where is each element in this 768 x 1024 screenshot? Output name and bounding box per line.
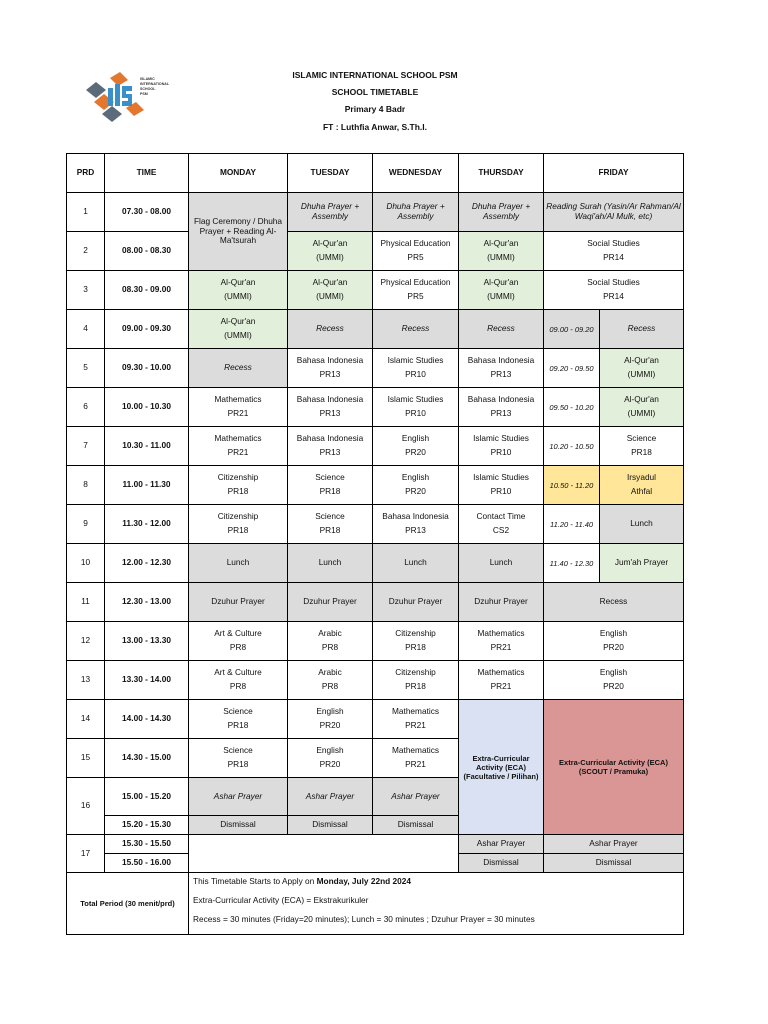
tuesday-cell: [288, 271, 373, 310]
monday-cell: Flag Ceremony / Dhuha Prayer + Reading Al-Ma'tsurah: [189, 193, 288, 271]
wednesday-cell: Dhuha Prayer + Assembly: [373, 193, 459, 232]
wednesday-cell: Recess: [373, 310, 459, 349]
notes-cell: [189, 873, 684, 935]
room: PR13: [319, 369, 341, 379]
thursday-eca-cell: [459, 700, 544, 835]
room: PR18: [227, 486, 249, 496]
period-time: 11.30 - 12.00: [105, 505, 189, 544]
room: PR18: [227, 525, 249, 535]
period-row: [67, 466, 684, 505]
col-tuesday: TUESDAY: [288, 154, 373, 193]
period-row: [67, 544, 684, 583]
friday-cell: [600, 388, 684, 427]
friday-cell: [544, 622, 684, 661]
subject: Science: [315, 511, 345, 522]
period-row: [67, 349, 684, 388]
col-wednesday: WEDNESDAY: [373, 154, 459, 193]
subject: Art & Culture: [214, 628, 262, 639]
subject: Al-Qur'an: [483, 277, 519, 288]
document-title: SCHOOL TIMETABLE: [331, 87, 419, 97]
friday-cell: [600, 466, 684, 505]
period-number: 13: [67, 661, 105, 700]
period-number: 3: [67, 271, 105, 310]
room: PR13: [319, 447, 341, 457]
timetable: [66, 153, 684, 935]
subject: Al-Qur'an: [312, 238, 348, 249]
room: PR21: [227, 408, 249, 418]
subject: Mathematics: [214, 394, 262, 405]
period-row: [67, 622, 684, 661]
subject: Al-Qur'an: [312, 277, 348, 288]
room: (UMMI): [224, 330, 252, 340]
period-time: 14.00 - 14.30: [105, 700, 189, 739]
period-row: [67, 700, 684, 739]
logo-text-3: SCHOOL: [140, 87, 156, 91]
eca-line-1: Extra-Curricular Activity (ECA): [559, 758, 668, 767]
col-monday: MONDAY: [189, 154, 288, 193]
friday-cell: Lunch: [600, 505, 684, 544]
room: PR18: [405, 681, 426, 691]
period-number: 4: [67, 310, 105, 349]
subject: Al-Qur'an: [483, 238, 519, 249]
monday-cell: [189, 388, 288, 427]
tuesday-cell: [288, 466, 373, 505]
thursday-cell: [459, 388, 544, 427]
friday-cell: Jum'ah Prayer: [600, 544, 684, 583]
subject: Arabic: [318, 628, 342, 639]
subject: Mathematics: [477, 667, 525, 678]
subject: Arabic: [318, 667, 342, 678]
logo-text-1: ISLAMIC: [140, 77, 155, 81]
room: PR10: [405, 369, 426, 379]
period-time: 13.30 - 14.00: [105, 661, 189, 700]
subject: Citizenship: [217, 472, 259, 483]
period-time: 12.00 - 12.30: [105, 544, 189, 583]
tuesday-cell: Lunch: [288, 544, 373, 583]
wednesday-cell: [373, 661, 459, 700]
subject: Bahasa Indonesia: [296, 355, 364, 366]
thursday-cell: [459, 271, 544, 310]
period-time: 07.30 - 08.00: [105, 193, 189, 232]
empty-cell: [189, 835, 459, 873]
period-time: 15.00 - 15.20: [105, 778, 189, 816]
period-row: [67, 232, 684, 271]
subject: Social Studies: [587, 277, 640, 288]
room: (UMMI): [487, 291, 515, 301]
subject: Citizenship: [217, 511, 259, 522]
room: PR18: [227, 759, 249, 769]
friday-cell: [544, 271, 684, 310]
monday-cell: [189, 661, 288, 700]
friday-cell: [600, 349, 684, 388]
subject: Bahasa Indonesia: [296, 394, 364, 405]
wednesday-cell: Dzuhur Prayer: [373, 583, 459, 622]
friday-time: 11.20 - 11.40: [544, 505, 600, 544]
logo-text-4: PSM: [140, 92, 148, 96]
room: PR18: [631, 447, 652, 457]
wednesday-cell: Dismissal: [373, 816, 459, 835]
period-time: 09.00 - 09.30: [105, 310, 189, 349]
form-teacher: FT : Luthfia Anwar, S.Th.I.: [322, 122, 428, 132]
room: PR14: [603, 252, 624, 262]
friday-time: 10.20 - 10.50: [544, 427, 600, 466]
class-name: Primary 4 Badr: [344, 104, 406, 114]
tuesday-cell: Recess: [288, 310, 373, 349]
subject: Bahasa Indonesia: [467, 355, 535, 366]
room: PR21: [405, 759, 426, 769]
col-prd: PRD: [67, 154, 105, 193]
subject: Islamic Studies: [387, 394, 444, 405]
thursday-cell: [459, 349, 544, 388]
room: PR10: [490, 486, 512, 496]
monday-cell: Dismissal: [189, 816, 288, 835]
friday-cell: [544, 232, 684, 271]
thursday-cell: Lunch: [459, 544, 544, 583]
tuesday-cell: [288, 388, 373, 427]
wednesday-cell: [373, 739, 459, 778]
wednesday-cell: Lunch: [373, 544, 459, 583]
room: PR18: [319, 525, 341, 535]
school-logo: [82, 68, 182, 126]
note-durations: Recess = 30 minutes (Friday=20 minutes); Lunch = 30 minutes ; Dzuhur Prayer = 30 minutes: [193, 914, 535, 924]
eca-line-3: (Facultative / Pilihan): [463, 771, 539, 781]
room: PR21: [490, 642, 512, 652]
friday-time: 10.50 - 11.20: [544, 466, 600, 505]
period-time: 15.30 - 15.50: [105, 835, 189, 854]
friday-cell: Ashar Prayer: [544, 835, 684, 854]
note-start-text: This Timetable Starts to Apply on: [193, 876, 317, 886]
period-time: 10.00 - 10.30: [105, 388, 189, 427]
col-time: TIME: [105, 154, 189, 193]
period-number: 9: [67, 505, 105, 544]
period-number: 2: [67, 232, 105, 271]
room: PR5: [407, 252, 424, 262]
period-row: [67, 661, 684, 700]
wednesday-cell: [373, 271, 459, 310]
thursday-cell: [459, 661, 544, 700]
thursday-cell: Dzuhur Prayer: [459, 583, 544, 622]
subject: Al-Qur'an: [624, 355, 659, 366]
subject: English: [316, 745, 344, 756]
period-time: 14.30 - 15.00: [105, 739, 189, 778]
room: (UMMI): [487, 252, 515, 262]
subject: English: [401, 433, 430, 444]
period-number: 5: [67, 349, 105, 388]
monday-cell: Lunch: [189, 544, 288, 583]
room: PR8: [321, 681, 339, 691]
room: PR20: [319, 759, 341, 769]
period-number: 1: [67, 193, 105, 232]
room: PR20: [405, 486, 426, 496]
header-row: [67, 154, 684, 193]
eca-line-2: (SCOUT / Pramuka): [578, 767, 649, 776]
wednesday-cell: [373, 427, 459, 466]
tuesday-cell: [288, 700, 373, 739]
monday-cell: [189, 700, 288, 739]
room: PR20: [603, 642, 624, 652]
subject: English: [599, 667, 628, 678]
friday-time: 09.50 - 10.20: [544, 388, 600, 427]
room: PR21: [405, 720, 426, 730]
friday-cell: Dismissal: [544, 854, 684, 873]
footer-row: [67, 873, 684, 935]
friday-time: 11.40 - 12.30: [544, 544, 600, 583]
wednesday-cell: [373, 466, 459, 505]
monday-cell: Recess: [189, 349, 288, 388]
period-time: 11.00 - 11.30: [105, 466, 189, 505]
friday-time: 09.20 - 09.50: [544, 349, 600, 388]
thursday-cell: Dismissal: [459, 854, 544, 873]
tuesday-cell: Dismissal: [288, 816, 373, 835]
subject: Science: [223, 706, 253, 717]
period-number: 12: [67, 622, 105, 661]
room: CS2: [492, 525, 510, 535]
room: (UMMI): [627, 408, 656, 418]
tuesday-cell: [288, 232, 373, 271]
subject: Bahasa Indonesia: [467, 394, 535, 405]
subject: Social Studies: [587, 238, 640, 249]
monday-cell: [189, 310, 288, 349]
subject: Bahasa Indonesia: [382, 511, 449, 522]
room: PR10: [490, 447, 512, 457]
room: PR13: [490, 408, 512, 418]
period-row: [67, 505, 684, 544]
period-number: 16: [67, 778, 105, 835]
period-row: [67, 193, 684, 232]
eca-line-2: Activity (ECA): [475, 762, 526, 772]
friday-time: 09.00 - 09.20: [544, 310, 600, 349]
room: (UMMI): [224, 291, 252, 301]
subject: Islamic Studies: [473, 433, 529, 444]
tuesday-cell: [288, 622, 373, 661]
period-number: 7: [67, 427, 105, 466]
wednesday-cell: [373, 349, 459, 388]
period-time: 13.00 - 13.30: [105, 622, 189, 661]
wednesday-cell: [373, 388, 459, 427]
wednesday-cell: [373, 232, 459, 271]
subject: Physical Education: [380, 238, 451, 249]
col-thursday: THURSDAY: [459, 154, 544, 193]
subject: Science: [223, 745, 253, 756]
period-row: [67, 583, 684, 622]
period-time: 15.20 - 15.30: [105, 816, 189, 835]
subject: English: [599, 628, 628, 639]
room: PR13: [490, 369, 512, 379]
subject: Science: [626, 433, 657, 444]
period-time: 08.30 - 09.00: [105, 271, 189, 310]
thursday-cell: Ashar Prayer: [459, 835, 544, 854]
wednesday-cell: [373, 700, 459, 739]
subject: English: [401, 472, 430, 483]
room: PR20: [405, 447, 426, 457]
room: PR18: [319, 486, 341, 496]
subject: Mathematics: [477, 628, 525, 639]
eca-line-1: Extra-Curricular: [472, 753, 530, 763]
thursday-cell: [459, 427, 544, 466]
monday-cell: [189, 622, 288, 661]
friday-cell: Recess: [544, 583, 684, 622]
friday-cell: Reading Surah (Yasin/Ar Rahman/Al Waqi'ah/Al Mulk, etc): [544, 193, 684, 232]
tuesday-cell: Dhuha Prayer + Assembly: [288, 193, 373, 232]
room: PR14: [603, 291, 624, 301]
period-number: 6: [67, 388, 105, 427]
friday-cell: Recess: [600, 310, 684, 349]
subject: Al-Qur'an: [624, 394, 659, 405]
subject: English: [316, 706, 344, 717]
friday-eca-cell: [544, 700, 684, 835]
thursday-cell: [459, 505, 544, 544]
subject: Mathematics: [391, 745, 440, 756]
subject-line-2: Athfal: [630, 486, 653, 496]
room: PR13: [319, 408, 341, 418]
wednesday-cell: [373, 505, 459, 544]
subject: Al-Qur'an: [220, 316, 256, 327]
monday-cell: Ashar Prayer: [189, 778, 288, 816]
room: PR13: [405, 525, 426, 535]
school-name: ISLAMIC INTERNATIONAL SCHOOL PSM: [292, 70, 458, 80]
thursday-cell: Recess: [459, 310, 544, 349]
col-friday: FRIDAY: [544, 154, 684, 193]
period-number: 8: [67, 466, 105, 505]
subject: Islamic Studies: [473, 472, 529, 483]
period-row: [67, 388, 684, 427]
subject: Art & Culture: [214, 667, 262, 678]
tuesday-cell: [288, 661, 373, 700]
period-number: 11: [67, 583, 105, 622]
subject: Mathematics: [391, 706, 440, 717]
period-time: 08.00 - 08.30: [105, 232, 189, 271]
logo-text-2: INTERNATIONAL: [140, 82, 170, 86]
room: PR20: [603, 681, 624, 691]
wednesday-cell: Ashar Prayer: [373, 778, 459, 816]
subject: Science: [315, 472, 345, 483]
monday-cell: Dzuhur Prayer: [189, 583, 288, 622]
friday-cell: [600, 427, 684, 466]
subject: Mathematics: [214, 433, 262, 444]
room: (UMMI): [316, 291, 344, 301]
subject: Citizenship: [395, 628, 436, 639]
tuesday-cell: [288, 739, 373, 778]
subject: Islamic Studies: [387, 355, 444, 366]
room: PR8: [321, 642, 339, 652]
period-time: 09.30 - 10.00: [105, 349, 189, 388]
logo-mark: [86, 72, 144, 122]
tuesday-cell: [288, 505, 373, 544]
period-number: 15: [67, 739, 105, 778]
note-start-date: [193, 875, 679, 894]
room: PR5: [407, 291, 424, 301]
room: PR18: [227, 720, 249, 730]
room: PR21: [227, 447, 249, 457]
period-time: 15.50 - 16.00: [105, 854, 189, 873]
period-number: 17: [67, 835, 105, 873]
period-row: [67, 427, 684, 466]
period-number: 14: [67, 700, 105, 739]
period-time: 12.30 - 13.00: [105, 583, 189, 622]
thursday-cell: [459, 466, 544, 505]
wednesday-cell: [373, 622, 459, 661]
monday-cell: [189, 271, 288, 310]
monday-cell: [189, 739, 288, 778]
period-row: [67, 271, 684, 310]
monday-cell: [189, 505, 288, 544]
subject: Citizenship: [395, 667, 436, 678]
subject: Al-Qur'an: [220, 277, 256, 288]
room: PR18: [405, 642, 426, 652]
thursday-cell: Dhuha Prayer + Assembly: [459, 193, 544, 232]
subject: Contact Time: [476, 511, 526, 522]
room: PR8: [229, 681, 247, 691]
room: (UMMI): [316, 252, 344, 262]
room: PR20: [319, 720, 341, 730]
period-row: [67, 835, 684, 854]
room: (UMMI): [627, 369, 656, 379]
tuesday-cell: [288, 349, 373, 388]
period-row: [67, 310, 684, 349]
tuesday-cell: Dzuhur Prayer: [288, 583, 373, 622]
note-start-bold: Monday, July 22nd 2024: [316, 876, 411, 886]
period-time: 10.30 - 11.00: [105, 427, 189, 466]
tuesday-cell: Ashar Prayer: [288, 778, 373, 816]
room: PR10: [405, 408, 426, 418]
period-number: 10: [67, 544, 105, 583]
thursday-cell: [459, 232, 544, 271]
tuesday-cell: [288, 427, 373, 466]
room: PR8: [229, 642, 247, 652]
note-eca: Extra-Curricular Activity (ECA) = Ekstrakurikuler: [193, 895, 369, 905]
subject: Irsyadul: [626, 472, 657, 483]
total-period-label: Total Period (30 menit/prd): [67, 873, 189, 935]
room: PR21: [490, 681, 512, 691]
friday-cell: [544, 661, 684, 700]
subject: Physical Education: [380, 277, 451, 288]
thursday-cell: [459, 622, 544, 661]
subject: Bahasa Indonesia: [296, 433, 364, 444]
monday-cell: [189, 427, 288, 466]
monday-cell: [189, 466, 288, 505]
